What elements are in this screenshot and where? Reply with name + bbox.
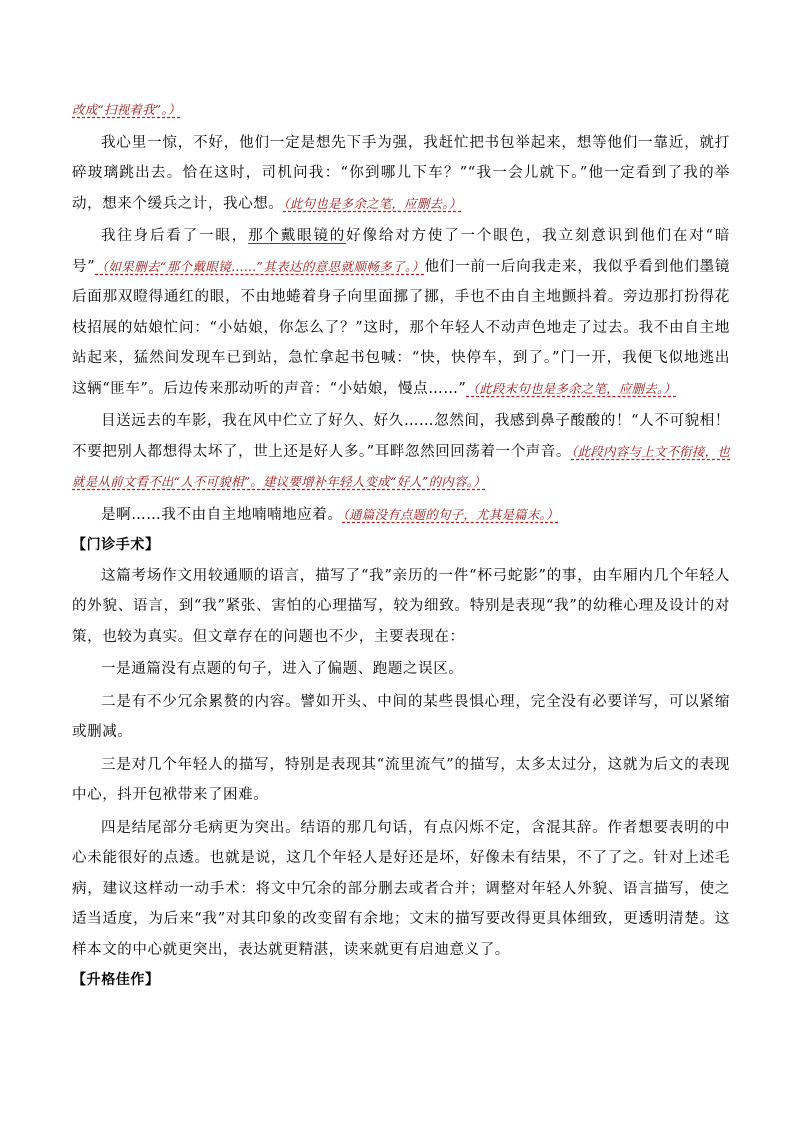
story-paragraph-4 [72, 500, 730, 531]
annotation-note: （如果删去“那个戴眼镜……”其表达的意思就顺畅多了。） [95, 258, 425, 274]
paragraph-text: 好像给对方使了一个眼色，我立刻意识到他们在对“暗号” [72, 228, 731, 275]
clinic-paragraph-2: 一是通篇没有点题的句子，进入了偏题、跑题之误区。 [101, 661, 464, 677]
paragraph-text: 目送远去的车影，我在风中伫立了好久、好久……忽然间，我感到鼻子酸酸的！“人不可貌相！不要把别人都想得太坏了，世上还是好人多。”耳畔忽然回回荡着一个声音。 [72, 413, 730, 460]
story-paragraph-2 [72, 221, 730, 404]
annotation-note: （此段内容与上文不衔接，也就是从前文看不出“人不可貌相”。建议要增补年轻人变成“好人”的内容。） [72, 443, 730, 489]
section-heading-clinic: 【门诊手术】 [72, 537, 160, 553]
annotation-note: 改成“扫视着我”。） [72, 102, 181, 117]
document-page [72, 95, 730, 996]
clinic-paragraph-5: 四是结尾部分毛病更为突出。结语的那几句话，有点闪烁不定，含混其辞。作者想要表明的中心未能很好的点透。也就是说，这几个年轻人是好还是坏，好像未有结果，不了了之。针对上述毛病，建议这样动一动手术：将文中冗余的部分删去或者合并；调整对年轻人外貌、语言描写，使之适当适度，为后来“我”对其印象的改变留有余地；文末的描写要改得更具体细致，更透明清楚。这样本文的中心就更突出，表达就更精湛，读来就更有启迪意义了。 [72, 819, 730, 958]
story-paragraph-1 [72, 128, 730, 220]
paragraph-text: 是啊……我不由自主地喃喃地应着。 [101, 506, 343, 523]
paragraph-text: 我往身后看了一眼， [101, 228, 249, 244]
paragraph-text: 我心里一惊，不好，他们一定是想先下手为强，我赶忙把书包举起来，想等他们一靠近，就打碎玻璃跳出去。恰在这时，司机问我：“你到哪儿下车？”“我一会儿就下。”他一定看到了我的举动，想来个缓兵之计，我心想。 [72, 134, 730, 212]
annotation-continued [72, 95, 730, 126]
section-heading-upgrade: 【升格佳作】 [72, 972, 160, 988]
story-paragraph-3 [72, 406, 730, 498]
annotation-note: （通篇没有点题的句子，尤其是篇末。） [342, 506, 559, 522]
clinic-paragraph-3: 二是有不少冗余累赘的内容。譬如开头、中间的某些畏惧心理，完全没有必要详写，可以紧缩或删减。 [72, 693, 730, 740]
paragraph-text: 他们一前一后向我走来，我似乎看到他们墨镜后面那双瞪得通红的眼，不由地蜷着身子向里面挪了挪，手也不由自主地颤抖着。旁边那打扮得花枝招展的姑娘忙问：“小姑娘，你怎么了？”这时，那个年轻人不动声色地走了过去。我不由自主地站起来，猛然间发现车已到站，急忙拿起书包喊：“快，快停车，到了。”门一开，我便飞似地逃出这辆“匪车”。后边传来那动听的声音：“小姑娘，慢点……” [72, 258, 730, 397]
clinic-paragraph-4: 三是对几个年轻人的描写，特别是表现其“流里流气”的描写，太多太过分，这就为后文的表现中心，抖开包袱带来了困难。 [72, 756, 730, 803]
annotation-note: （此段末句也是多余之笔，应删去。） [466, 380, 677, 396]
annotation-note: （此句也是多余之笔，应删去。） [283, 195, 462, 211]
clinic-paragraph-1: 这篇考场作文用较通顺的语言，描写了“我”亲历的一件“杯弓蛇影”的事，由车厢内几个年轻人的外貌、语言，到“我”紧张、害怕的心理描写，较为细致。特别是表现“我”的幼稚心理及设计的对策，也较为真实。但文章存在的问题也不少，主要表现在： [72, 567, 730, 645]
underlined-phrase: 那个戴眼镜的 [248, 228, 347, 244]
